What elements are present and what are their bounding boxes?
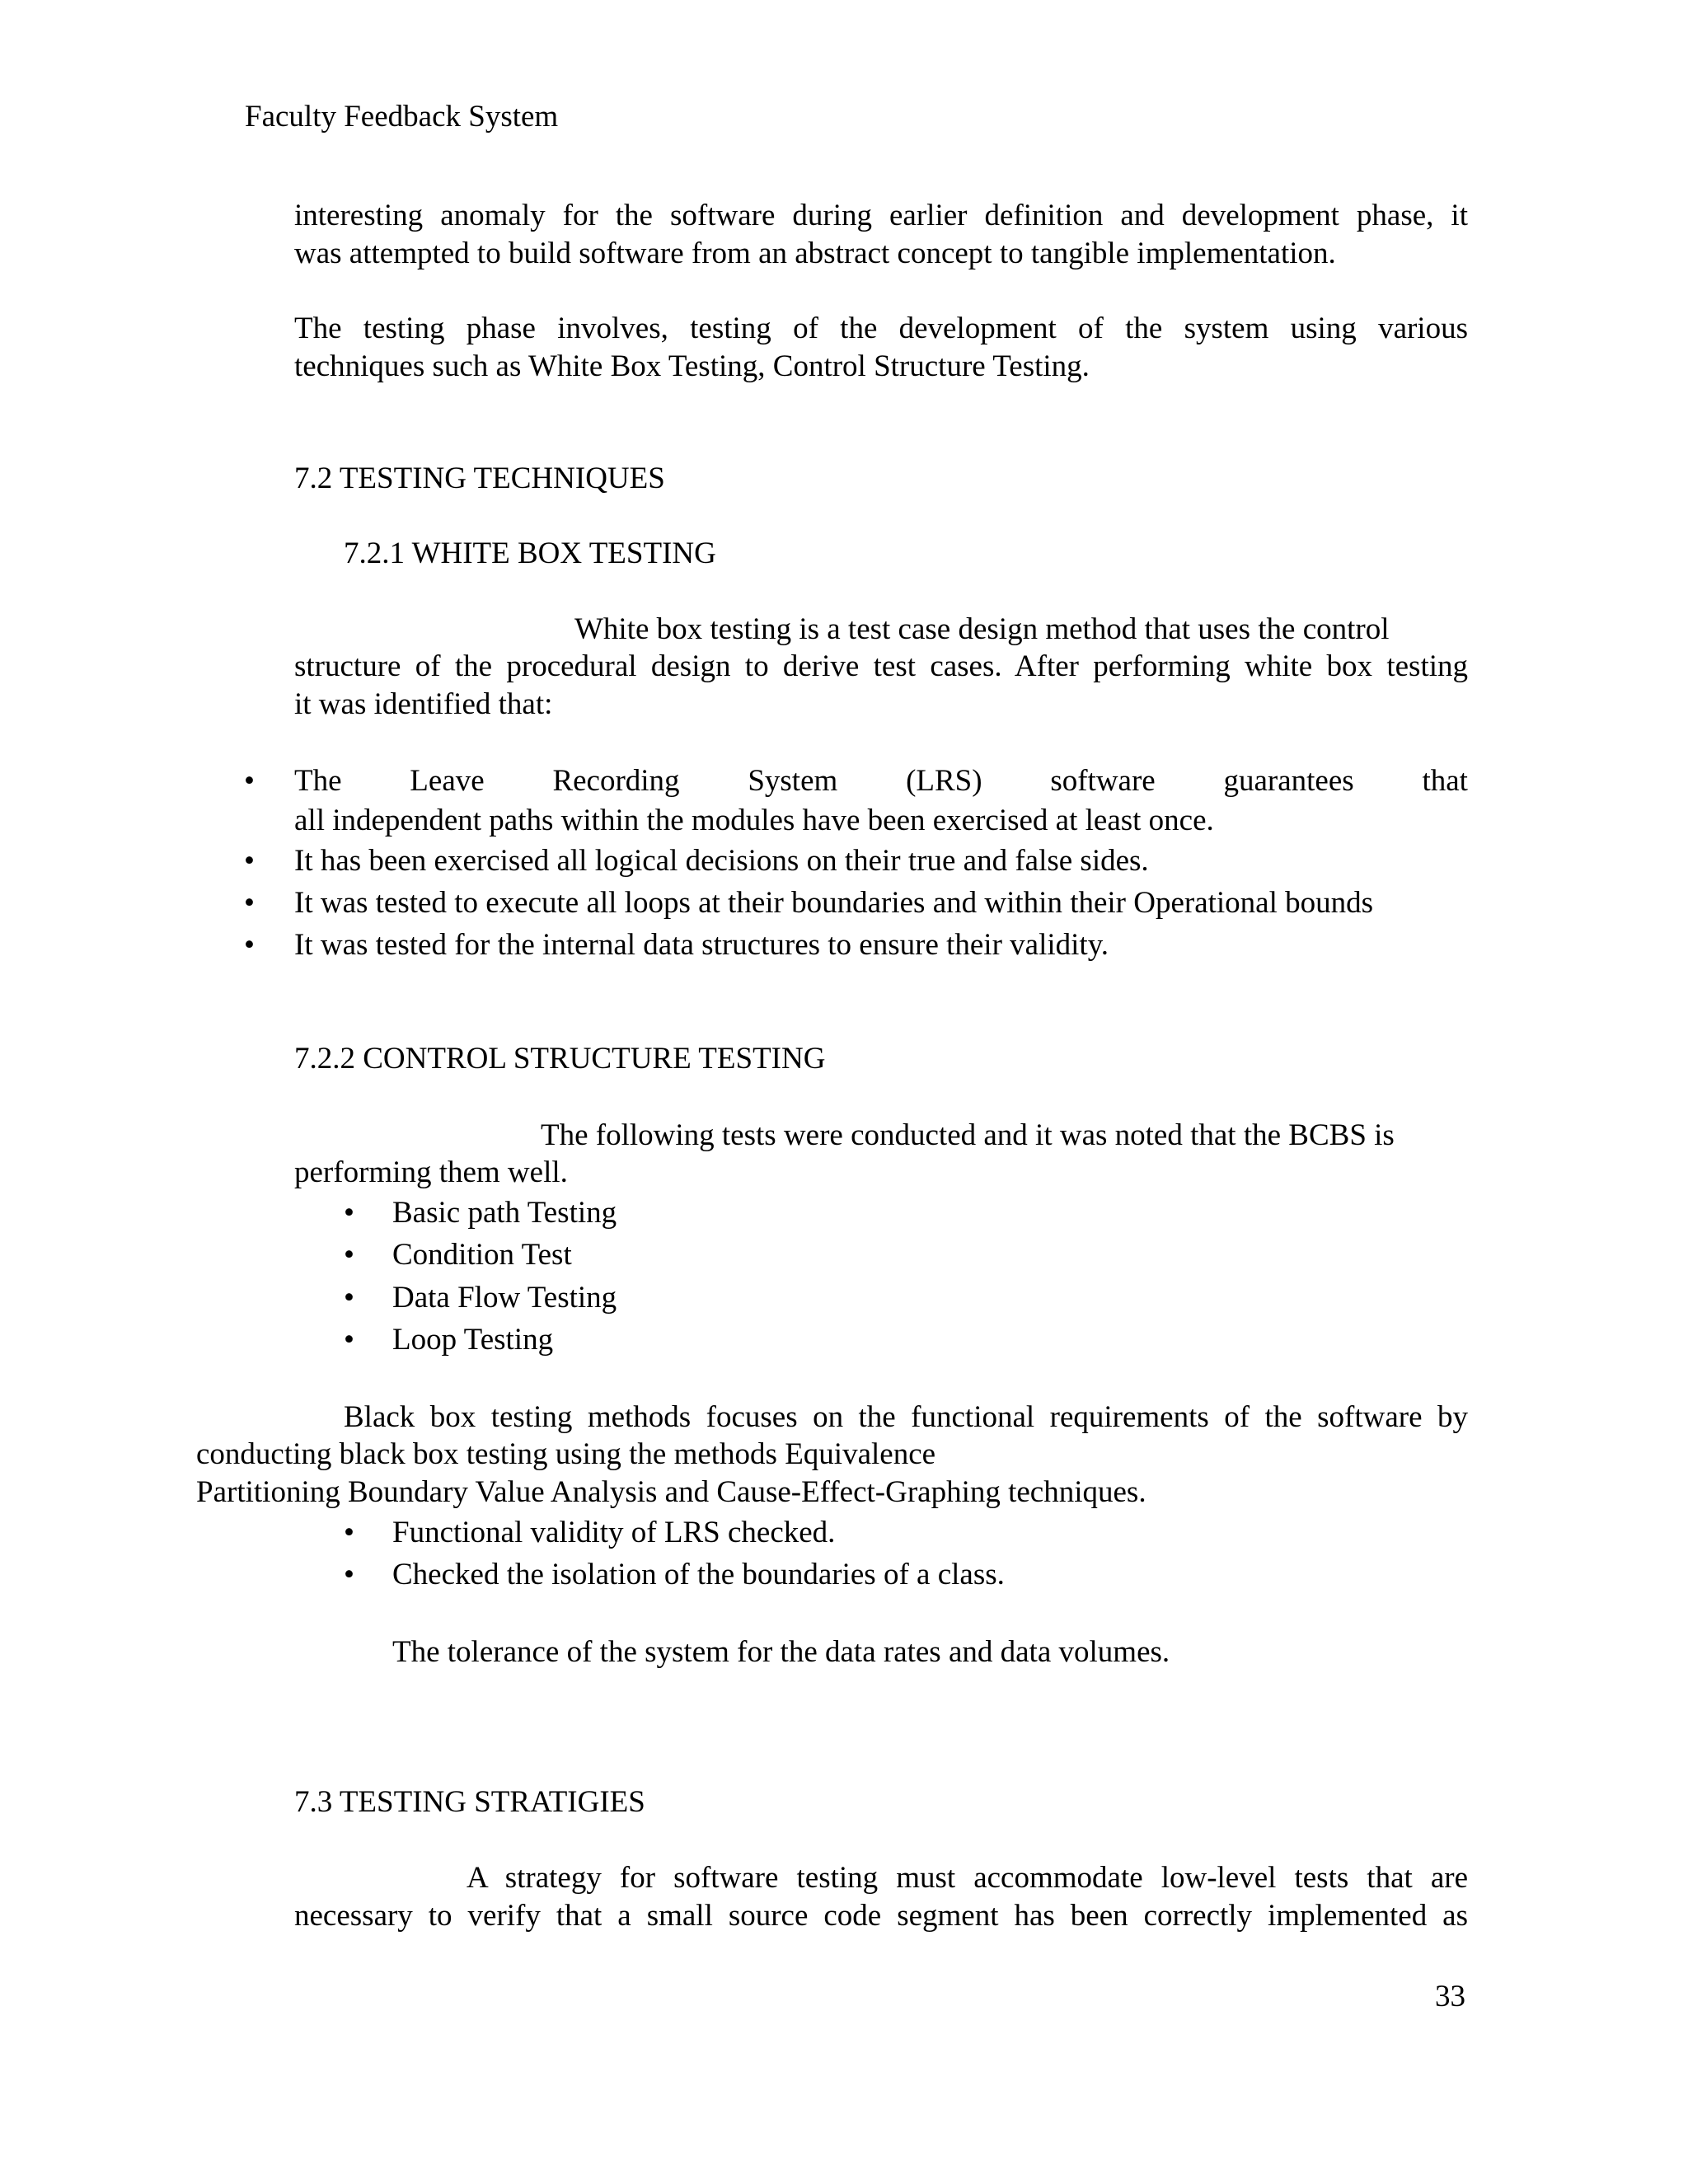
bullet-marker <box>344 1321 354 1359</box>
section-heading-7-3: 7.3 TESTING STRATIGIES <box>294 1785 645 1819</box>
section-heading-7-2: 7.2 TESTING TECHNIQUES <box>294 462 665 495</box>
bullet-marker <box>344 1514 354 1552</box>
bullet-1-word: System <box>748 764 838 798</box>
page-number: 33 <box>1435 1980 1465 2013</box>
test-item: Data Flow Testing <box>392 1281 617 1315</box>
bullet-marker <box>244 842 255 880</box>
bullet-1-word: Recording <box>552 764 680 798</box>
bullet-1-word: The <box>294 764 342 798</box>
bullet-1-word: (LRS) <box>906 764 982 798</box>
black-box-bullet: Checked the isolation of the boundaries of a class. <box>392 1558 1005 1591</box>
black-box-paragraph-line-2: conducting black box testing using the methods Equivalence <box>196 1437 936 1471</box>
intro-paragraph-2-line-2: techniques such as White Box Testing, Control Structure Testing. <box>294 349 1090 383</box>
section-heading-7-2-1: 7.2.1 WHITE BOX TESTING <box>344 537 716 570</box>
bullet-marker <box>344 1556 354 1594</box>
intro-paragraph-1-line-2: was attempted to build software from an abstract concept to tangible implementation. <box>294 237 1336 270</box>
test-item: Basic path Testing <box>392 1196 617 1230</box>
bullet-marker <box>344 1194 354 1232</box>
control-structure-paragraph-line-1: The following tests were conducted and it was noted that the BCBS is <box>541 1118 1395 1152</box>
bullet-1-word: software <box>1050 764 1156 798</box>
white-box-bullet-4: It was tested for the internal data structures to ensure their validity. <box>294 928 1109 962</box>
intro-paragraph-1-line-1: interesting anomaly for the software during earlier definition and development phase, it <box>294 199 1468 232</box>
test-item: Loop Testing <box>392 1323 554 1357</box>
black-box-paragraph-line-1: Black box testing methods focuses on the functional requirements of the software by <box>344 1400 1468 1434</box>
black-box-paragraph-line-3: Partitioning Boundary Value Analysis and Cause-Effect-Graphing techniques. <box>196 1475 1146 1509</box>
strategy-paragraph-line-2: necessary to verify that a small source code segment has been correctly implemented as <box>294 1899 1468 1933</box>
white-box-paragraph-line-3: it was identified that: <box>294 687 553 721</box>
white-box-bullet-3: It was tested to execute all loops at their boundaries and within their Operational bounds <box>294 886 1374 920</box>
white-box-bullet-1-line-1 <box>294 762 1468 800</box>
test-item: Condition Test <box>392 1238 572 1272</box>
bullet-marker <box>344 1236 354 1274</box>
bullet-marker <box>244 926 255 964</box>
strategy-paragraph-line-1: A strategy for software testing must accommodate low-level tests that are <box>467 1861 1468 1895</box>
control-structure-paragraph-line-2: performing them well. <box>294 1155 568 1189</box>
page-header-title: Faculty Feedback System <box>245 100 559 134</box>
white-box-bullet-1-line-2: all independent paths within the modules have been exercised at least once. <box>294 804 1214 837</box>
black-box-bullet: Functional validity of LRS checked. <box>392 1516 836 1549</box>
bullet-marker <box>244 884 255 922</box>
bullet-1-word: Leave <box>410 764 485 798</box>
bullet-marker <box>344 1279 354 1317</box>
bullet-marker <box>244 762 255 800</box>
white-box-paragraph-line-2: structure of the procedural design to derive test cases. After performing white box testing <box>294 649 1468 683</box>
tolerance-sentence: The tolerance of the system for the data rates and data volumes. <box>392 1635 1170 1669</box>
white-box-paragraph-line-1: White box testing is a test case design method that uses the control <box>574 612 1390 646</box>
bullet-1-word: that <box>1422 764 1468 798</box>
bullet-1-word: guarantees <box>1223 764 1354 798</box>
intro-paragraph-2-line-1: The testing phase involves, testing of the development of the system using various <box>294 312 1468 345</box>
section-heading-7-2-2: 7.2.2 CONTROL STRUCTURE TESTING <box>294 1042 826 1076</box>
white-box-bullet-2: It has been exercised all logical decisions on their true and false sides. <box>294 844 1149 878</box>
